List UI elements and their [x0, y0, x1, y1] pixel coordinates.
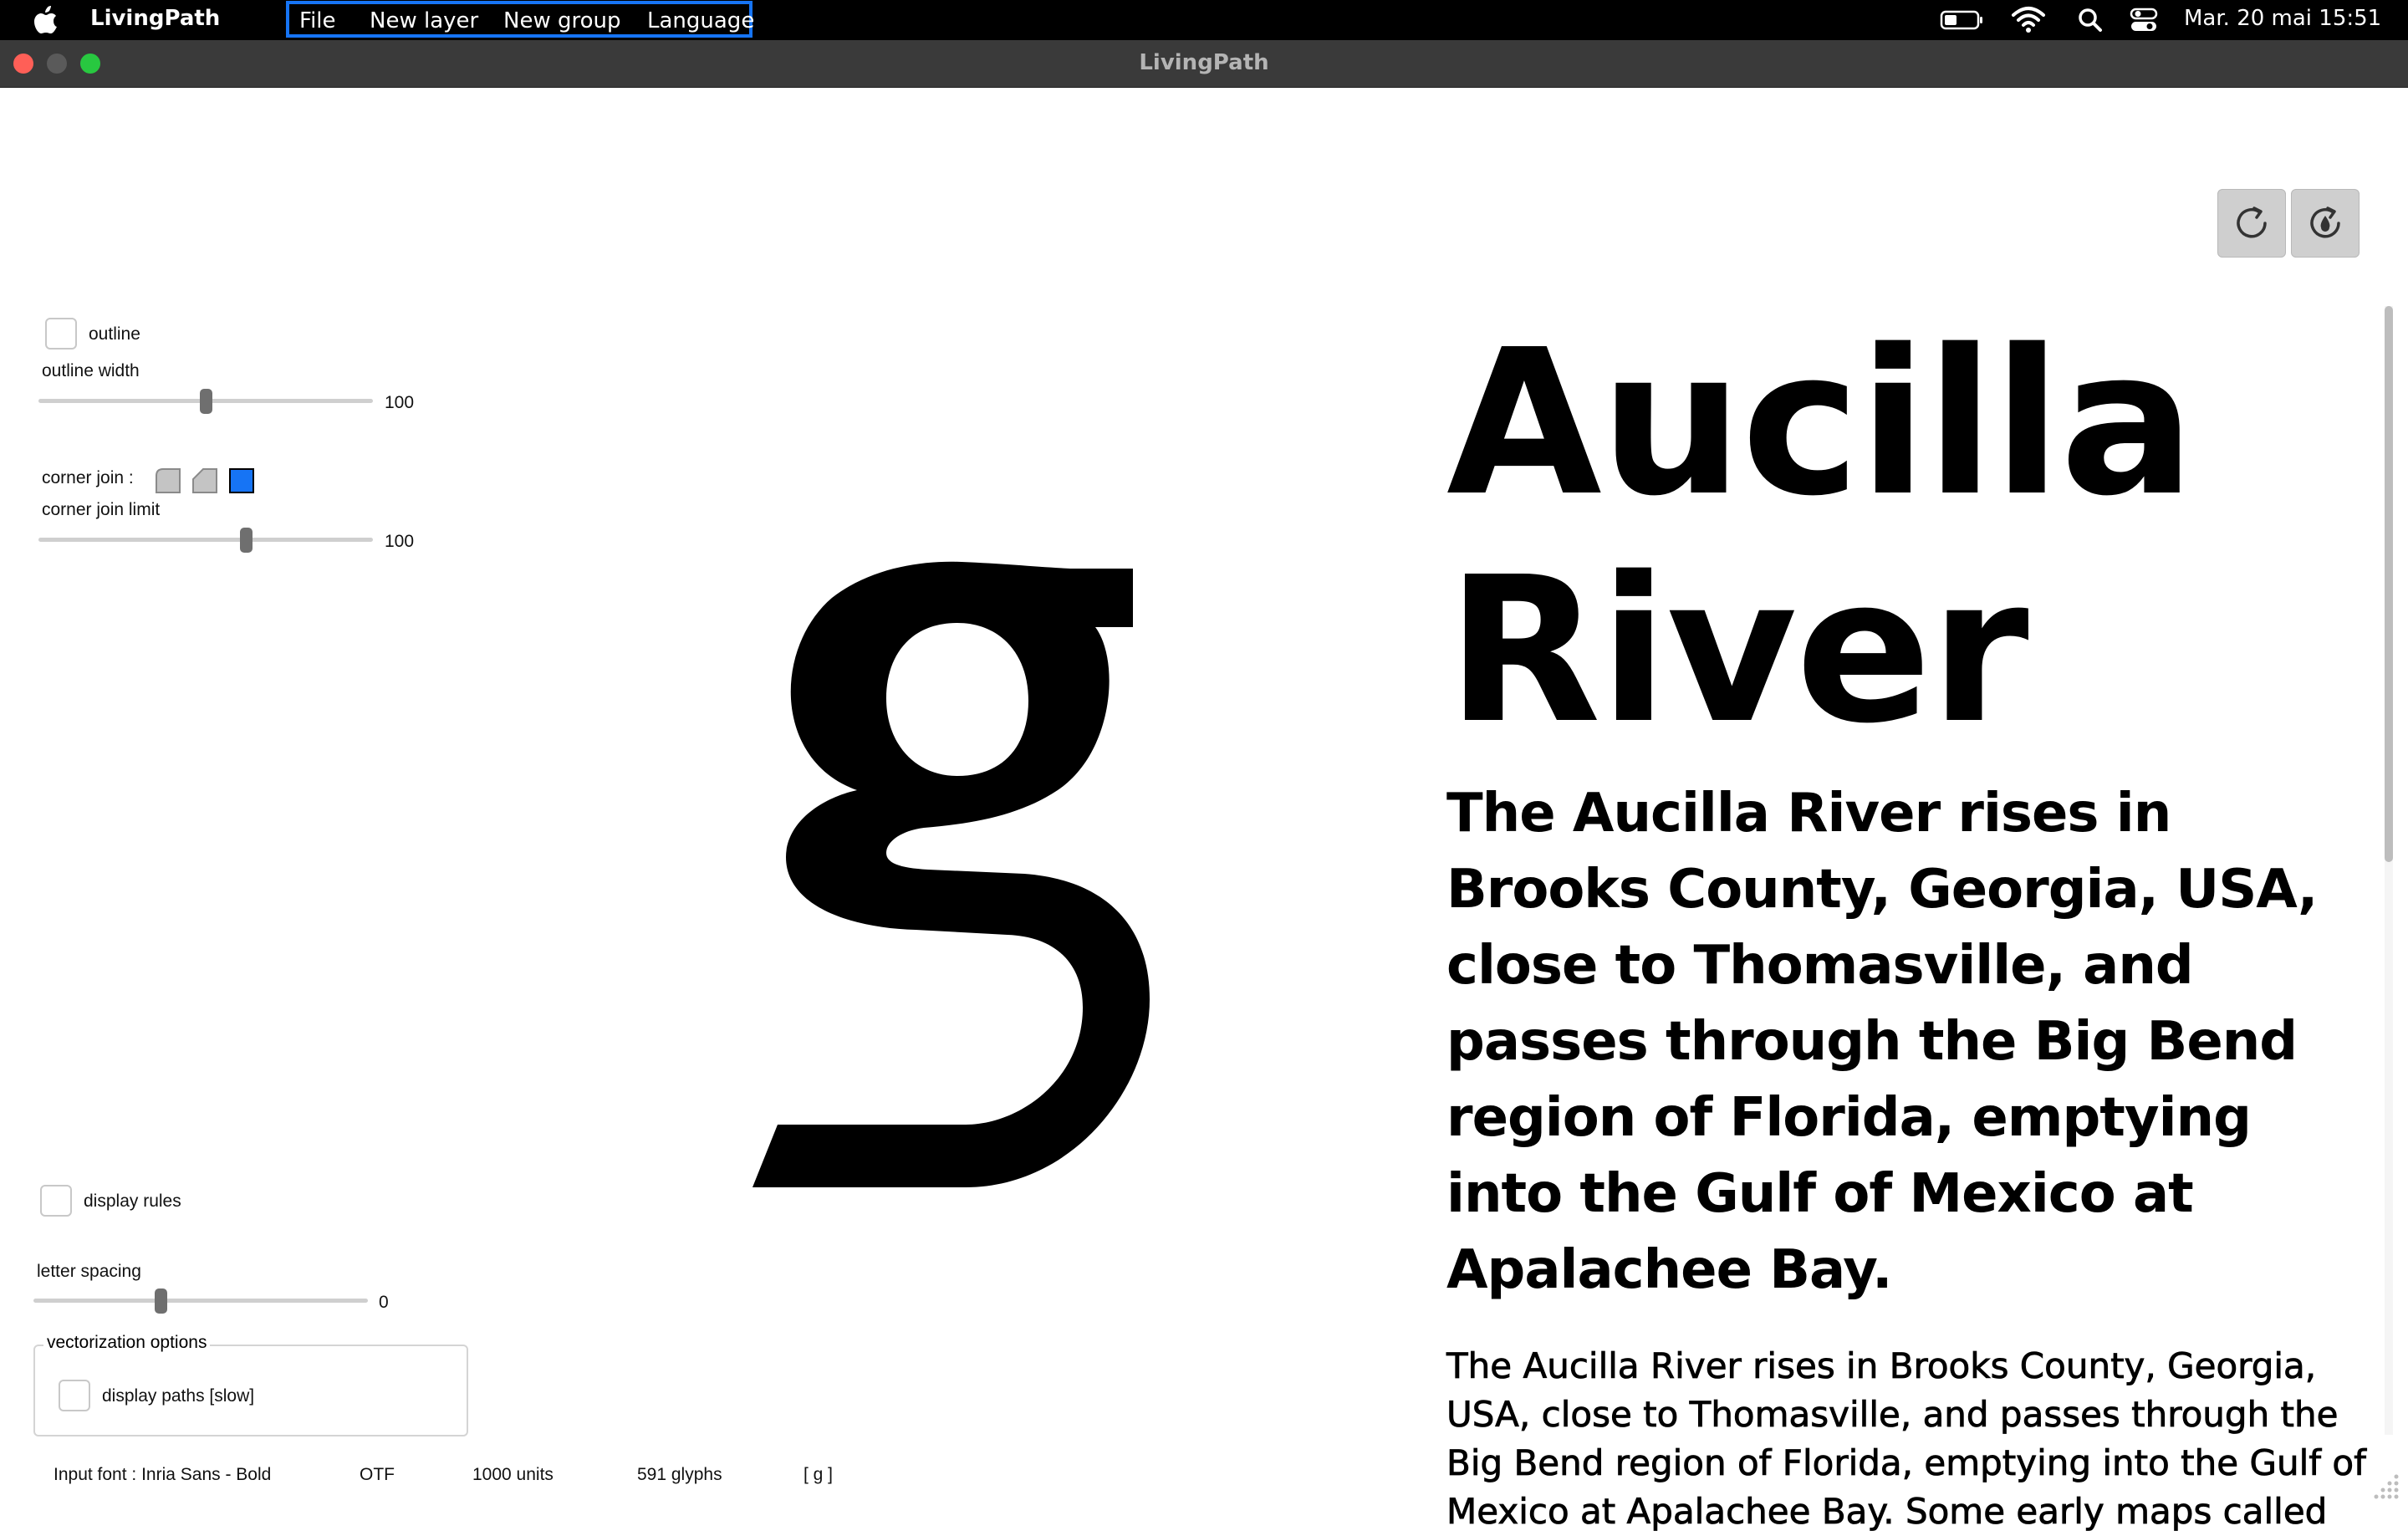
preview-scrollbar-thumb[interactable] — [2385, 306, 2393, 862]
status-glyph-count: 591 glyphs — [637, 1465, 722, 1484]
status-units: 1000 units — [472, 1465, 554, 1484]
menu-file[interactable]: File — [299, 8, 336, 33]
miter-join-icon[interactable] — [229, 468, 254, 493]
battery-icon[interactable] — [1938, 0, 1985, 40]
status-current-glyph: [ g ] — [804, 1465, 834, 1484]
slider-track — [38, 538, 373, 542]
corner-join-limit-label: corner join limit — [42, 500, 161, 519]
reload-ink-button[interactable] — [2291, 189, 2360, 258]
corner-join-limit-value: 100 — [385, 532, 415, 551]
menu-new-group[interactable]: New group — [503, 8, 621, 33]
window-title: LivingPath — [1139, 50, 1269, 75]
vectorization-options-group — [33, 1333, 468, 1436]
display-rules-label: display rules — [84, 1192, 181, 1211]
slider-thumb[interactable] — [200, 389, 212, 414]
slider-thumb[interactable] — [155, 1289, 167, 1314]
corner-join-label: corner join : — [42, 468, 134, 487]
apple-icon[interactable] — [32, 5, 59, 35]
display-paths-checkbox[interactable] — [59, 1380, 90, 1411]
vectorization-options-label: vectorization options — [43, 1333, 210, 1353]
letter-spacing-value: 0 — [379, 1293, 389, 1312]
corner-join-limit-slider[interactable] — [38, 528, 373, 553]
refresh-ink-drop-icon — [2303, 202, 2347, 245]
status-input-font: Input font : Inria Sans - Bold — [54, 1465, 272, 1484]
control-center-icon[interactable] — [2129, 0, 2159, 40]
bevel-join-icon[interactable] — [192, 468, 217, 493]
system-menu-bar — [0, 0, 2408, 40]
search-icon[interactable] — [2075, 0, 2105, 40]
letter-spacing-label: letter spacing — [37, 1262, 141, 1281]
app-menu-name[interactable]: LivingPath — [90, 6, 221, 31]
glyph-preview-g — [752, 552, 1187, 1196]
slider-track — [33, 1299, 368, 1303]
letter-spacing-slider[interactable] — [33, 1289, 368, 1314]
slider-thumb[interactable] — [240, 528, 253, 553]
outline-label: outline — [89, 324, 140, 344]
menu-new-layer[interactable]: New layer — [370, 8, 479, 33]
outline-width-label: outline width — [42, 361, 140, 380]
resize-grip-icon[interactable] — [2375, 1472, 2401, 1498]
outline-width-value: 100 — [385, 393, 415, 412]
window-title-bar — [0, 40, 2408, 88]
text-preview — [1446, 306, 2366, 1532]
display-paths-label: display paths [slow] — [102, 1386, 255, 1406]
outline-checkbox[interactable] — [45, 318, 77, 350]
round-join-icon[interactable] — [156, 468, 181, 493]
preview-paragraph-small: The Aucilla River rises in Brooks County, Georgia, USA, close to Thomasville, and passes through the Big Bend region of Florida, emptying into the Gulf of Mexico at Apalachee Bay. Some early maps called — [1446, 1345, 2366, 1532]
outline-width-slider[interactable] — [38, 389, 373, 414]
preview-title: Aucilla River — [1446, 306, 2194, 768]
preview-paragraph-large: The Aucilla River rises in Brooks County, Georgia, USA, close to Thomasville, and passes through the Big Bend region of Florida, emptying into the Gulf of Mexico at Apalachee Bay. — [1446, 783, 2318, 1301]
menubar-clock[interactable]: Mar. 20 mai 15:51 — [2184, 6, 2382, 31]
display-rules-checkbox[interactable] — [40, 1185, 72, 1217]
refresh-icon — [2230, 202, 2273, 245]
wifi-icon[interactable] — [2010, 0, 2047, 40]
menu-group — [286, 1, 755, 38]
reload-button[interactable] — [2217, 189, 2286, 258]
menu-language[interactable]: Language — [647, 8, 755, 33]
status-format: OTF — [360, 1465, 395, 1484]
